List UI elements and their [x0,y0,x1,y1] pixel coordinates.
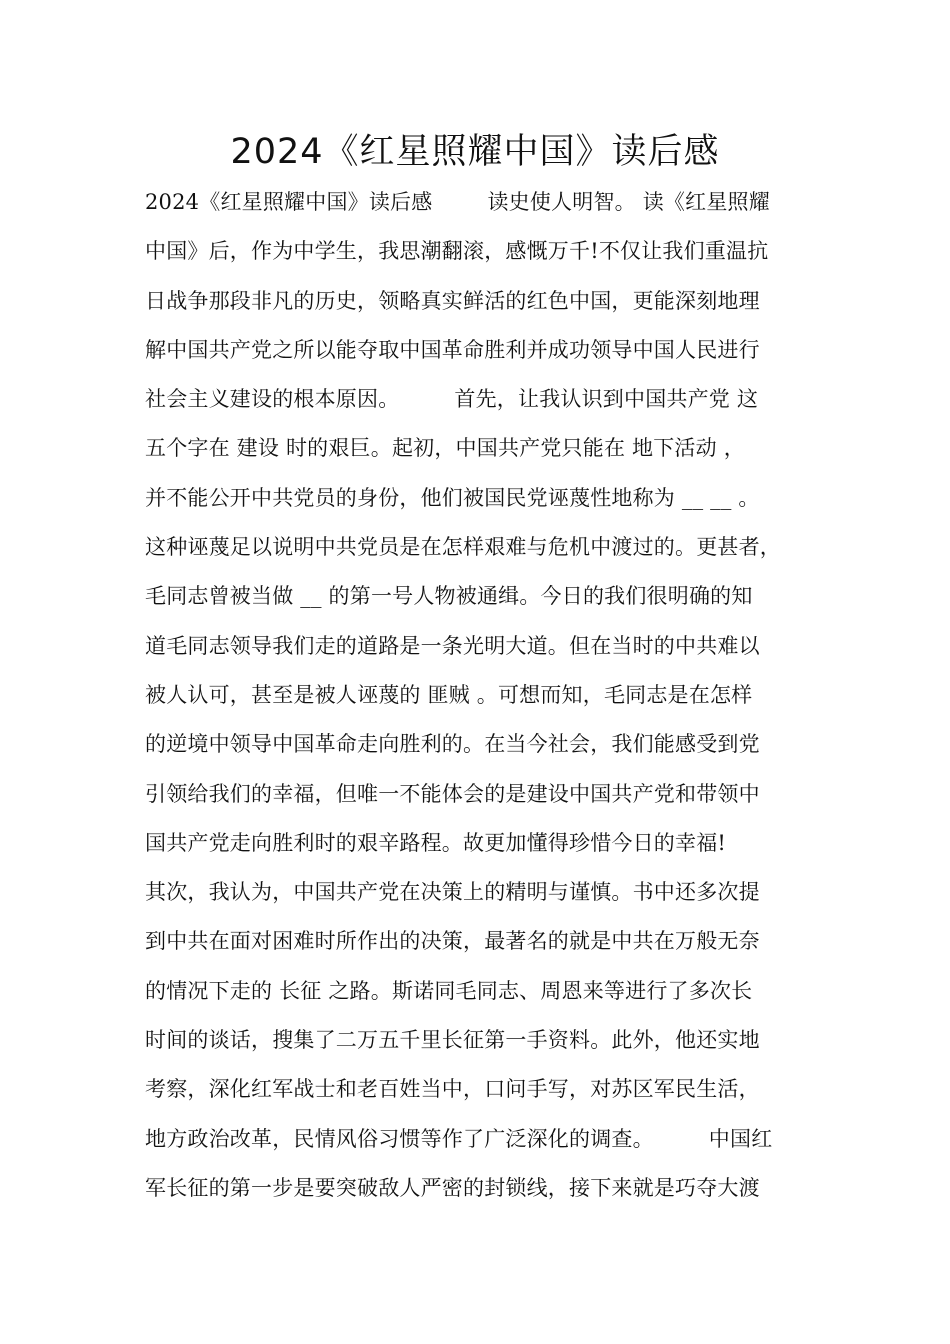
text-line: 被人认可，甚至是被人诬蔑的 匪贼 。可想而知，毛同志是在怎样 [145,682,753,707]
text-line: 军长征的第一步是要突破敌人严密的封锁线，接下来就是巧夺大渡 [145,1175,760,1200]
text-line: 考察，深化红军战士和老百姓当中，口问手写，对苏区军民生活， [145,1077,760,1102]
text-line: 五个字在 建设 时的艰巨。起初，中国共产党只能在 地下活动 ， [145,436,745,461]
text-line: 并不能公开中共党员的身份，他们被国民党诬蔑性地称为 __ __ 。 [145,485,760,510]
text-line: 的情况下走的 长征 之路。斯诺同毛同志、周恩来等进行了多次长 [145,978,753,1003]
text-line: 其次，我认为，中国共产党在决策上的精明与谨慎。书中还多次提 [145,880,760,905]
text-line: 时间的谈话，搜集了二万五千里长征第一手资料。此外，他还实地 [145,1028,760,1053]
text-line: 解中国共产党之所以能夺取中国革命胜利并成功领导中国人民进行 [145,337,760,362]
text-line: 道毛同志领导我们走的道路是一条光明大道。但在当时的中共难以 [145,633,760,658]
text-line: 到中共在面对困难时所作出的决策，最著名的就是中共在万般无奈 [145,929,760,954]
text-line: 社会主义建设的根本原因。 首先，让我认识到中国共产党 这 [145,387,759,412]
text-line: 中国》后，作为中学生，我思潮翻滚，感慨万千!不仅让我们重温抗 [145,239,769,264]
text-line: 毛同志曾被当做 __ 的第一号人物被通缉。今日的我们很明确的知 [145,584,753,609]
text-line: 这种诬蔑足以说明中共党员是在怎样艰难与危机中渡过的。更甚者， [145,535,781,560]
text-line: 2024《红星照耀中国》读后感 读史使人明智。 读《红星照耀 [145,190,770,214]
text-line: 引领给我们的幸福，但唯一不能体会的是建设中国共产党和带领中 [145,781,760,806]
text-line: 的逆境中领导中国革命走向胜利的。在当今社会，我们能感受到党 [145,732,760,757]
text-line: 国共产党走向胜利时的艰辛路程。故更加懂得珍惜今日的幸福! [145,830,727,855]
document-body [145,180,825,1215]
document-title: 2024《红星照耀中国》读后感 [230,132,720,172]
text-line: 日战争那段非凡的历史，领略真实鲜活的红色中国，更能深刻地理 [145,288,760,313]
text-line: 地方政治改革，民情风俗习惯等作了广泛深化的调查。 中国红 [145,1126,773,1151]
